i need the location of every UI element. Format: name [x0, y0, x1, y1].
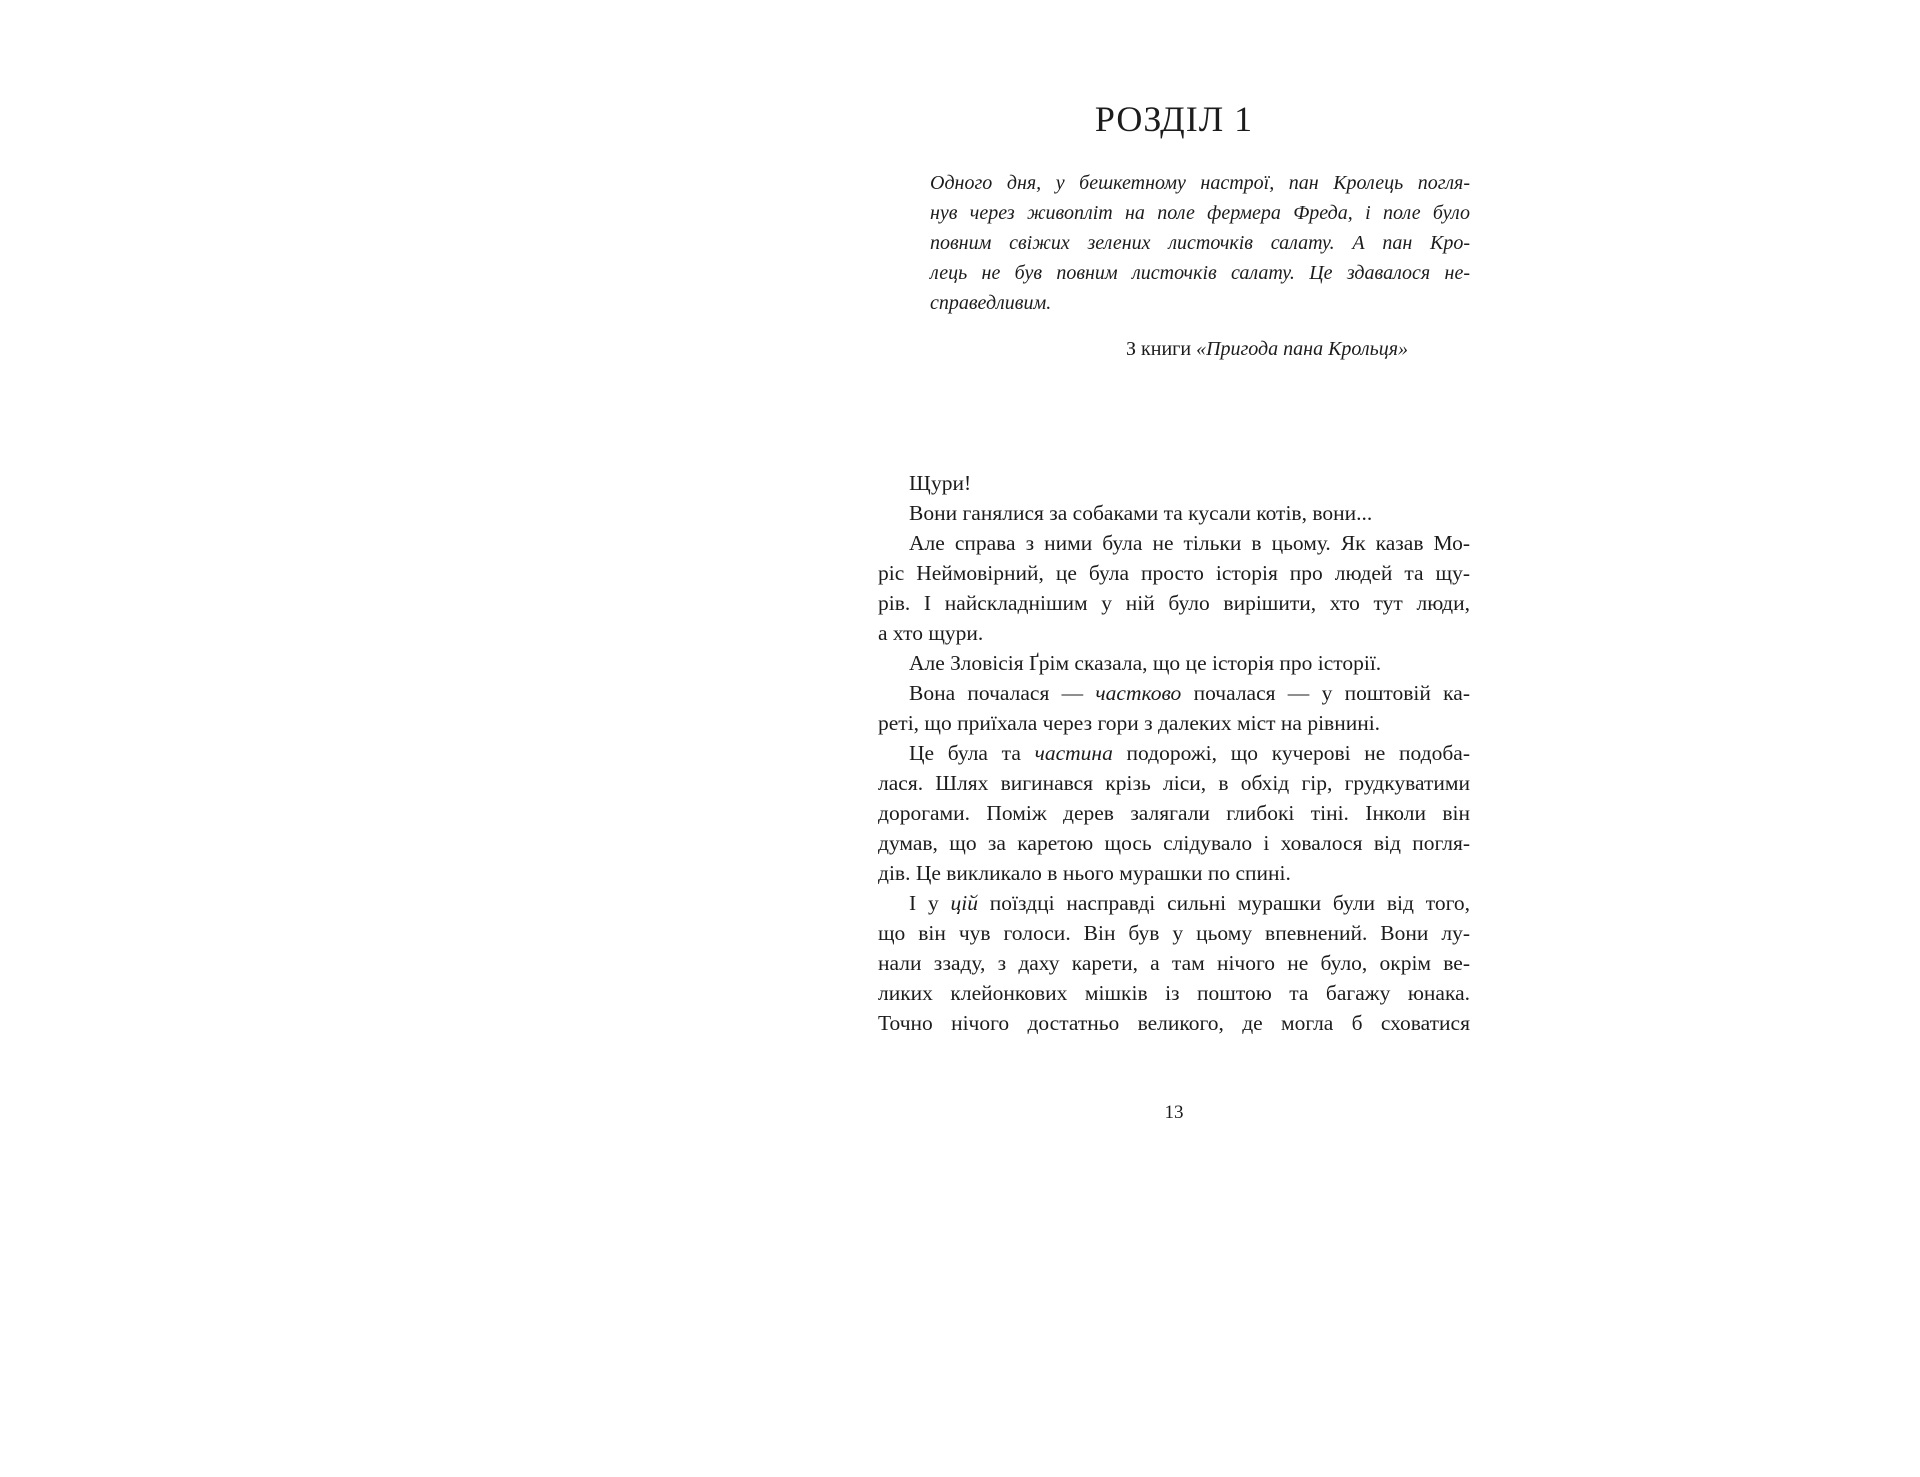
text-line [930, 288, 1470, 318]
text-segment: ликих клейонкових мішків із поштою та багажу юнака. [878, 981, 1470, 1005]
text-segment: дорогами. Поміж дерев залягали глибокі тіні. Інколи він [878, 801, 1470, 825]
text-segment: Вона почалася — [909, 681, 1096, 705]
chapter-title: РОЗДІЛ 1 [1094, 99, 1254, 139]
text-segment: Це була та [909, 741, 1035, 765]
text-line [878, 648, 1470, 678]
text-line [878, 498, 1470, 528]
text-line [878, 588, 1470, 618]
text-segment: Одного дня, у бешкетному настрої, пан Кролець погля- [930, 172, 1470, 194]
text-line [878, 558, 1470, 588]
text-segment: а хто щури. [878, 621, 984, 645]
text-segment: рів. І найскладнішим у ній було вирішити, хто тут люди, [878, 591, 1470, 615]
text-line [878, 1008, 1470, 1038]
epigraph [930, 168, 1470, 318]
text-segment: дів. Це викликало в нього мурашки по спині. [878, 861, 1291, 885]
text-line [930, 228, 1470, 258]
text-line [930, 198, 1470, 228]
text-segment: нали ззаду, з даху карети, а там нічого не було, окрім ве- [878, 951, 1470, 975]
text-segment: лець не був повним листочків салату. Це здавалося не- [930, 262, 1470, 284]
text-segment: що він чув голоси. Він був у цьому впевнений. Вони лу- [878, 921, 1470, 945]
text-segment: І у [909, 891, 951, 915]
epigraph-attribution [930, 334, 1470, 364]
text-segment: Але справа з ними була не тільки в цьому. Як казав Мо- [909, 531, 1470, 555]
text-line [878, 888, 1470, 918]
attribution-prefix: З книги [1126, 338, 1197, 360]
text-line [878, 798, 1470, 828]
text-line [930, 168, 1470, 198]
text-line [878, 528, 1470, 558]
italic-text-segment: цій [950, 891, 978, 915]
text-line [878, 708, 1470, 738]
text-segment: подорожі, що кучерові не подоба- [1112, 741, 1471, 765]
text-line [878, 678, 1470, 708]
text-line [878, 858, 1470, 888]
italic-text-segment: частково [1095, 681, 1182, 705]
text-segment: Щури! [909, 471, 972, 495]
text-segment: Але Зловісія Ґрім сказала, що це історія про історії. [909, 651, 1382, 675]
text-segment: лася. Шлях вигинався крізь ліси, в обхід гір, грудкуватими [878, 771, 1470, 795]
text-line [878, 738, 1470, 768]
text-segment: почалася — у поштовій ка- [1181, 681, 1470, 705]
attribution-book-title: «Пригода пана Крольця» [1196, 338, 1408, 360]
text-line [878, 468, 1470, 498]
italic-text-segment: частина [1034, 741, 1113, 765]
text-segment: Точно нічого достатньо великого, де могла б сховатися [878, 1011, 1470, 1035]
text-segment: справедливим. [930, 292, 1052, 314]
text-segment: ріс Неймовірний, це була просто історія про людей та щу- [878, 561, 1470, 585]
text-line [878, 618, 1470, 648]
text-segment: Вони ганялися за собаками та кусали котів, вони... [909, 501, 1373, 525]
text-line [878, 948, 1470, 978]
page-number: 13 [1164, 1102, 1184, 1123]
text-line [878, 828, 1470, 858]
text-segment: нув через живопліт на поле фермера Фреда, і поле було [930, 202, 1470, 224]
text-line [878, 978, 1470, 1008]
text-segment: реті, що приїхала через гори з далеких міст на рівнині. [878, 711, 1381, 735]
text-segment: поїздці насправді сильні мурашки були від того, [978, 891, 1470, 915]
text-segment: думав, що за каретою щось слідувало і ховалося від погля- [878, 831, 1470, 855]
body-text [878, 468, 1470, 1038]
text-segment: повним свіжих зелених листочків салату. А пан Кро- [930, 232, 1470, 254]
text-line [878, 768, 1470, 798]
text-line [930, 258, 1470, 288]
text-line [878, 918, 1470, 948]
